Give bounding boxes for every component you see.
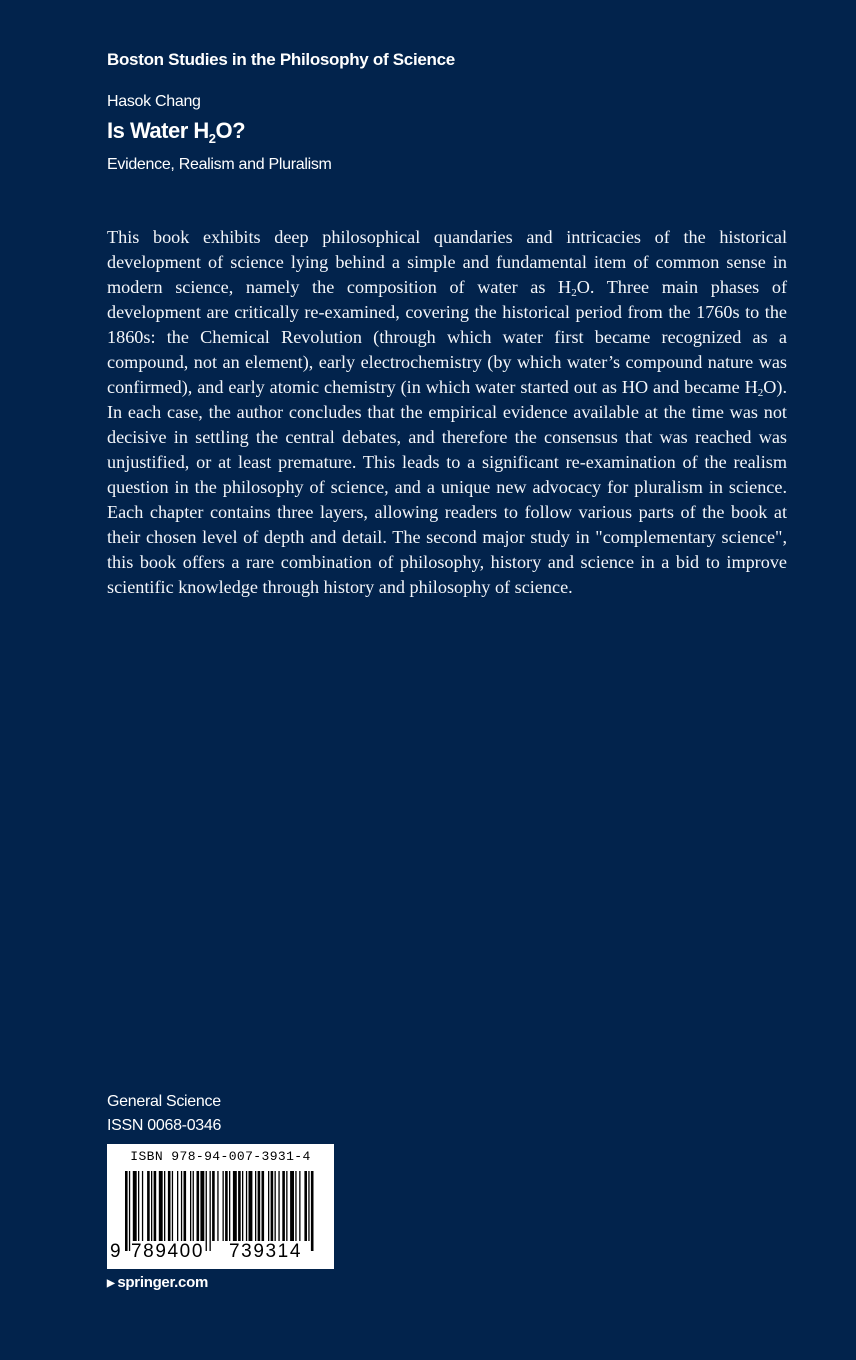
barcode-bar [223, 1171, 224, 1241]
barcode-bar [184, 1171, 187, 1241]
blurb-part-1: This book exhibits deep philosophical quandaries and intricacies of the historical development of science lying behind a simple and fundamental item of common sense in modern science, namely the composition of water as H [107, 227, 787, 297]
barcode-bar [151, 1171, 152, 1241]
barcode-bar [299, 1171, 300, 1241]
barcode-bar [271, 1171, 274, 1241]
blurb-part-3: O). In each case, the author concludes that the empirical evidence available at the time was not decisive in settling the central debates, and therefore the consensus that was reached was unjustified, or at least premature. This leads to a significant re-examination of the realism question in the philosophy of science, and a unique new advocacy for pluralism in science. Each chapter contains three layers, allowing readers to follow various parts of the book at their chosen level of depth and detail. The second major study in "complementary science", this book offers a rare combination of philosophy, history and science in a bid to improve scientific knowledge through history and philosophy of science. [107, 377, 787, 597]
barcode-bar [181, 1171, 182, 1241]
barcode-bar [249, 1171, 253, 1241]
barcode-bar [197, 1171, 200, 1241]
barcode-bar [255, 1171, 256, 1241]
website-label: springer.com [117, 1274, 208, 1291]
barcode-bar [282, 1171, 285, 1241]
book-subtitle: Evidence, Realism and Pluralism [107, 156, 332, 173]
barcode-bar [304, 1171, 307, 1241]
book-title [107, 118, 245, 144]
author-name: Hasok Chang [107, 93, 201, 110]
barcode-bar [229, 1171, 230, 1241]
barcode-bar [138, 1171, 139, 1241]
barcode-bar [233, 1171, 237, 1241]
blurb-paragraph [107, 225, 787, 600]
barcode-bar [311, 1171, 314, 1251]
title-prefix: Is Water H [107, 118, 209, 143]
barcode-bar [217, 1171, 218, 1241]
blurb-subscript-2: 2 [757, 387, 764, 399]
issn-number: ISSN 0068-0346 [107, 1117, 222, 1134]
barcode-bar [164, 1171, 165, 1241]
barcode-bar [212, 1171, 215, 1241]
barcode-bar [268, 1171, 269, 1241]
barcode-digit-group-1: 789400 [131, 1241, 205, 1262]
blurb-subscript-1: 2 [571, 287, 577, 299]
barcode-bar [193, 1171, 194, 1241]
publisher-website[interactable] [107, 1274, 208, 1291]
barcode-bar [210, 1171, 211, 1251]
barcode-digit-group-2: 739314 [229, 1241, 303, 1262]
barcode-bar [159, 1171, 163, 1241]
barcode-bar [242, 1171, 243, 1241]
barcode-bar [142, 1171, 143, 1241]
title-subscript: 2 [208, 131, 216, 146]
barcode-bars [125, 1171, 317, 1251]
series-title: Boston Studies in the Philosophy of Science [107, 50, 455, 69]
barcode-bar [225, 1171, 228, 1241]
blurb-part-2: O. Three main phases of development are critically re-examined, covering the historical period from the 1760s to the 1860s: the Chemical Revolution (through which water first became recognized as a compound, not an element), early electrochemistry (by which water’s compound nature was confirmed), and early atomic chemistry (in which water started out as HO and became H [107, 277, 788, 397]
barcode-bar [290, 1171, 294, 1241]
subject-category: General Science [107, 1093, 221, 1110]
barcode-bar [295, 1171, 296, 1241]
title-suffix: O? [215, 118, 246, 143]
triangle-right-icon: ▶ [107, 1278, 115, 1289]
barcode-bar [275, 1171, 276, 1241]
barcode-bar [206, 1171, 207, 1251]
barcode-bar [308, 1171, 309, 1241]
barcode-bar [238, 1171, 241, 1241]
barcode-bar [177, 1171, 178, 1241]
barcode-bar [246, 1171, 247, 1241]
barcode-bar [258, 1171, 261, 1241]
barcode-bar [278, 1171, 279, 1241]
barcode-bar [190, 1171, 191, 1241]
barcode-bar [200, 1171, 204, 1241]
isbn-label: ISBN 978-94-007-3931-4 [130, 1149, 311, 1164]
barcode-digit-first: 9 [110, 1241, 121, 1262]
barcode-bar [147, 1171, 150, 1241]
barcode-bar [154, 1171, 157, 1241]
barcode-bar [262, 1171, 265, 1241]
barcode-bar [133, 1171, 137, 1241]
barcode-bar [129, 1171, 130, 1251]
barcode-bar [286, 1171, 287, 1241]
barcode-bar [125, 1171, 128, 1251]
barcode-bar [172, 1171, 173, 1241]
isbn-barcode [107, 1144, 334, 1269]
barcode-bar [168, 1171, 171, 1241]
